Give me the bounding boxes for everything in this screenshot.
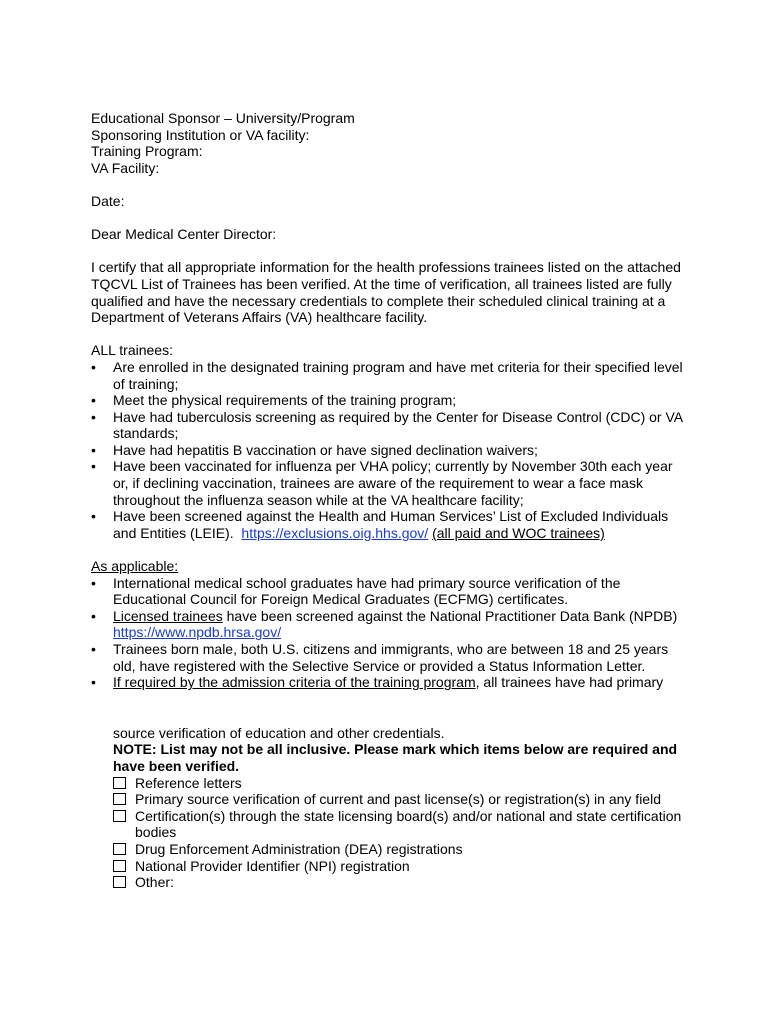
list-item-text: Are enrolled in the designated training program and have met criteria for their specified level [113,358,683,375]
admission-criteria-text: If required by the admission criteria of the training program [113,674,476,691]
bullet-icon: • [91,441,96,458]
checkbox[interactable] [113,843,126,855]
admission-line [113,674,691,691]
checklist-label: Drug Enforcement Administration (DEA) registrations [135,840,463,857]
list-item-text: Have had tuberculosis screening as required by the Center for Disease Control (CDC) or VA [113,408,684,425]
va-facility-line: VA Facility: [91,159,160,176]
intro-line: qualified and have the necessary credentials to complete their scheduled clinical training at a [91,292,666,309]
list-item-text: Trainees born male, both U.S. citizens and immigrants, who are between 18 and 25 years [113,641,669,657]
leie-scope-note: (all paid and WOC trainees) [432,524,605,541]
list-item [91,359,691,392]
as-applicable-heading: As applicable: [91,558,179,575]
intro-line: Department of Veterans Affairs (VA) healthcare facility. [91,309,428,326]
bullet-icon: • [91,607,96,624]
checklist-item [113,791,691,808]
list-item-text: standards; [113,425,179,442]
list-item-text: Meet the physical requirements of the training program; [113,392,457,409]
checklist-item [113,775,691,792]
list-item [91,409,691,442]
exclusions-link[interactable]: https://exclusions.oig.hhs.gov/ [241,524,429,541]
checkbox[interactable] [113,793,126,805]
bullet-icon: • [91,408,96,425]
bullet-icon: • [91,508,96,525]
list-item [91,641,691,674]
checklist-label: Other: [135,874,174,891]
list-item-text: Have been vaccinated for influenza per VHA policy; currently by November 30th each year [113,458,673,475]
licensed-trainees-text: Licensed trainees [113,607,223,624]
date-line: Date: [91,192,125,209]
list-item-text: old, have registered with the Selective Service or provided a Status Information Letter. [113,657,646,674]
list-item-text: Have been screened against the Health and Human Services’ List of Excluded Individuals [113,508,669,525]
institution-line: Sponsoring Institution or VA facility: [91,126,310,143]
checkbox[interactable] [113,876,126,888]
list-item-text: or, if declining vaccination, trainees are aware of the requirement to wear a face mask [113,475,643,492]
note-line: have been verified. [113,757,240,774]
list-item [91,674,691,691]
bullet-icon: • [91,358,96,375]
leie-line [113,525,691,542]
list-item-text: , all trainees have had primary [475,674,664,691]
all-trainees-heading: ALL trainees: [91,342,173,359]
checklist-item [113,841,691,858]
checkbox[interactable] [113,777,126,789]
list-item-text: throughout the influenza season while at the VA healthcare facility; [113,491,524,508]
checklist-label: National Provider Identifier (NPI) registration [135,857,410,874]
bullet-icon: • [91,458,96,475]
list-item [91,608,691,641]
list-item-text: have been screened against the National Practitioner Data Bank (NPDB) [226,607,678,624]
note-line: NOTE: List may not be all inclusive. Please mark which items below are required and [113,741,678,758]
salutation: Dear Medical Center Director: [91,226,277,243]
leie-text: and Entities (LEIE). [113,524,234,541]
list-item [91,575,691,608]
checkbox[interactable] [113,810,126,822]
bullet-icon: • [91,674,96,691]
checklist-label: Reference letters [135,774,242,791]
checklist-label: Certification(s) through the state licensing board(s) and/or national and state certification [135,807,682,824]
letter-body [91,110,691,891]
checklist-item [113,858,691,875]
list-item-text: International medical school graduates have had primary source verification of the [113,574,621,591]
intro-paragraph [91,259,691,325]
bullet-icon: • [91,574,96,591]
sponsor-line: Educational Sponsor – University/Program [91,110,355,126]
list-item [91,458,691,508]
checklist-label: bodies [135,824,177,841]
bullet-icon: • [91,392,96,409]
checklist-item [113,874,691,891]
list-item [91,392,691,409]
intro-line: I certify that all appropriate information for the health professions trainees listed on the attached [91,259,681,276]
list-item [91,508,691,541]
admission-continuation: source verification of education and other credentials. [113,724,445,741]
all-trainees-list [91,359,691,542]
list-item-text: Have had hepatitis B vaccination or have signed declination waivers; [113,441,538,458]
bullet-icon: • [91,641,96,657]
intro-line: TQCVL List of Trainees has been verified. At the time of verification, all trainees listed are fully [91,275,672,292]
list-item-text: of training; [113,375,179,392]
training-program-line: Training Program: [91,143,203,160]
licensed-line [113,608,691,625]
npdb-link[interactable]: https://www.npdb.hrsa.gov/ [113,624,282,641]
list-item-text: Educational Council for Foreign Medical Graduates (ECFMG) certificates. [113,591,569,608]
as-applicable-list [91,575,691,691]
verification-checklist [91,775,691,891]
list-item [91,442,691,459]
checklist-label: Primary source verification of current and past license(s) or registration(s) in any field [135,791,661,808]
checkbox[interactable] [113,860,126,872]
checklist-item [113,808,691,841]
